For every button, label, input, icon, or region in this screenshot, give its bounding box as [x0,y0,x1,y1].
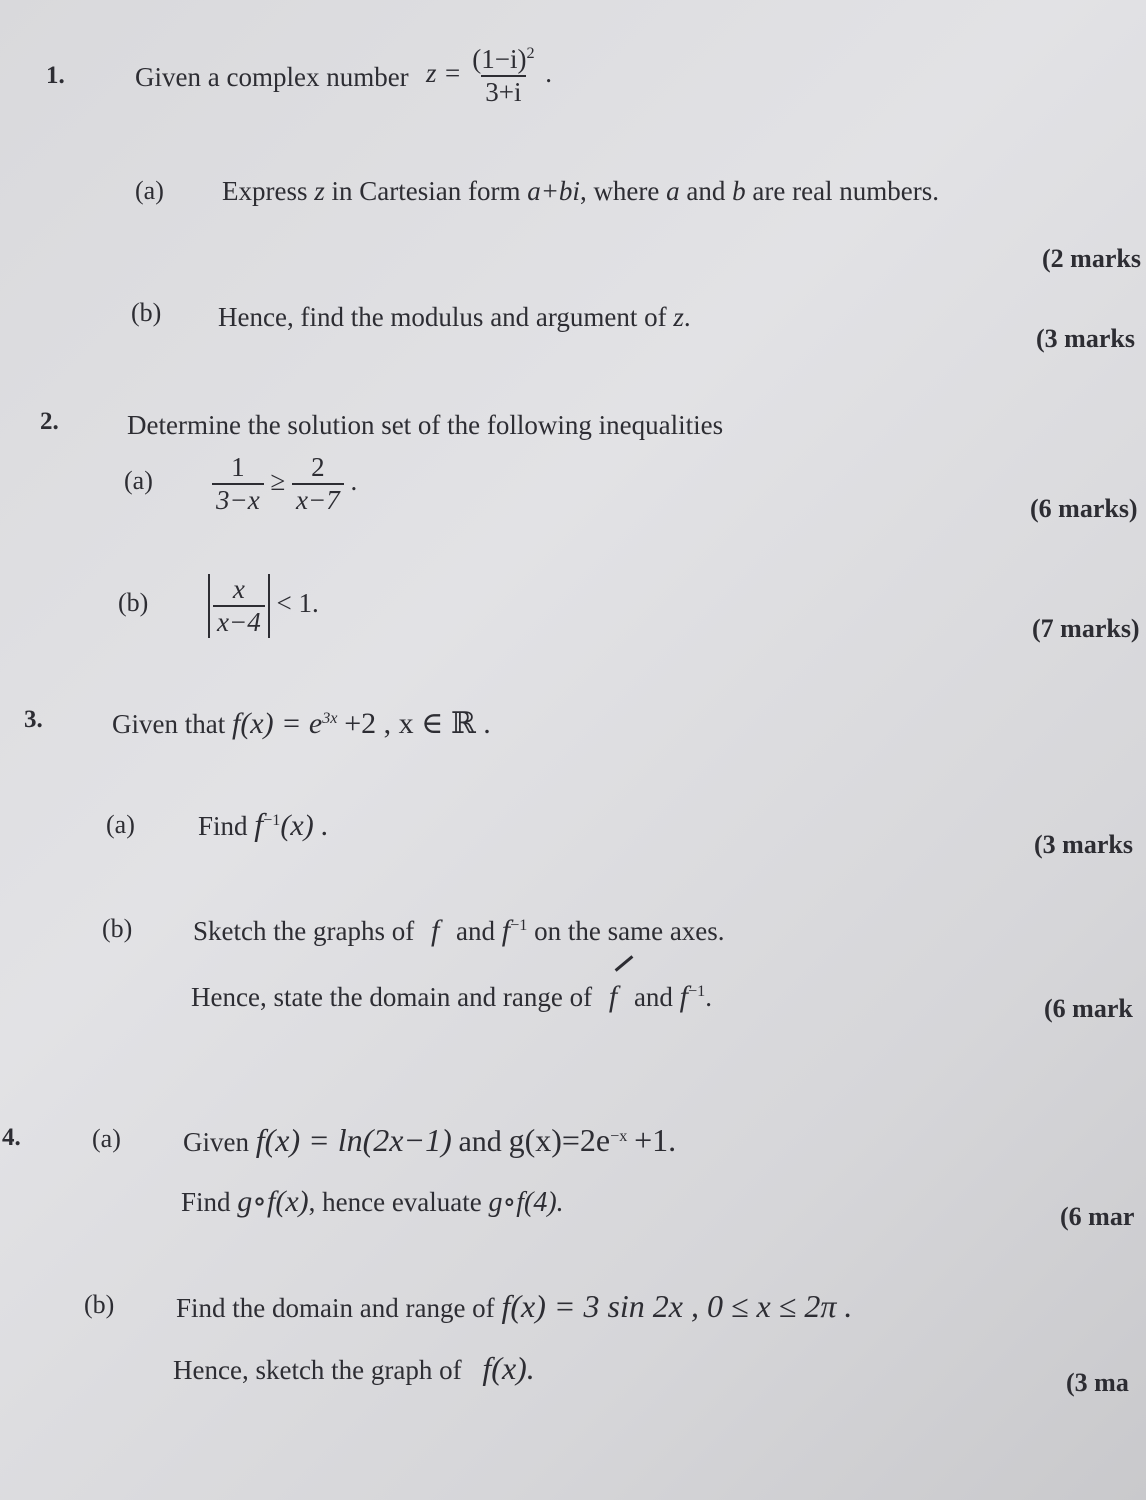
q3b-finv2-exponent: −1 [688,982,706,1000]
q3b-sketch: Sketch the graphs of [193,916,415,946]
q4a-line2 [181,1184,564,1219]
q3b-finv-exponent: −1 [510,916,528,934]
q3b-marks: (6 mark [1044,994,1133,1023]
q1a-b: b [732,176,746,206]
q1a-z: z [314,176,325,206]
q3b-line2 [191,980,712,1014]
q3b-finv: f [501,914,511,947]
q1a-a: a [666,176,680,206]
q2b-absolute-value [208,574,270,638]
q4b-find: Find the domain and range of [176,1293,495,1323]
q4a-f: f(x) = ln(2x−1) [255,1122,452,1158]
q4a-label: (a) [92,1124,121,1153]
q3b-f: f [430,914,440,947]
question-2-intro: Determine the solution set of the following inequalities [127,410,724,440]
question-3-intro [112,706,491,741]
q3b-f2: f [608,980,618,1013]
q4a-hence: , hence evaluate [308,1187,482,1217]
q4a-and: and [458,1125,502,1158]
q1a-real: are real numbers. [752,176,940,206]
q4b-marks: (3 ma [1066,1368,1129,1397]
z-lhs: z = [426,58,462,89]
q1b-hence: Hence, find the modulus and argument of [218,302,667,332]
q2a-den1: 3−x [212,483,264,516]
q2a-fraction-1 [212,452,264,516]
q4a-g-rest: +1. [634,1122,677,1158]
q3-domain: +2 , x ∈ ℝ . [344,707,491,740]
q2b-num: x [232,574,245,604]
q4b-f2: f(x). [482,1350,535,1386]
q1a-express: Express [222,176,308,206]
q1b-marks: (3 marks [1036,324,1135,353]
q1a-marks: (2 marks [1042,244,1141,273]
q4a-marks: (6 mar [1060,1202,1135,1231]
z-end: . [545,58,553,89]
question-1-expression [426,44,552,108]
q3-exponent: 3x [322,709,338,727]
question-1-number: 1. [46,62,65,89]
q2a-num2: 2 [311,452,325,482]
q2a-operator: ≥ [270,466,286,497]
q3b-and: and [456,916,496,946]
question-1-intro: Given a complex number [135,62,409,92]
q4a-g: g(x)=2e [508,1122,611,1158]
q1a-text [222,176,939,207]
z-numerator-exponent: 2 [526,44,535,62]
q3a-label: (a) [106,810,135,839]
q4a-find: Find [181,1187,231,1217]
q3b-end: . [705,982,712,1012]
q3a-arg: (x) . [280,809,329,842]
q4a-given: Given [183,1127,249,1157]
q1a-and: and [686,176,726,206]
q1a-where: , where [579,176,660,206]
tick-mark [615,955,634,971]
q2a-inequality [212,452,357,516]
q1a-form: a+bi [527,176,580,206]
q1b-text [218,302,691,333]
q3b-finv2: f [679,980,689,1013]
q3a-find: Find [198,811,248,841]
q1b-z: z [673,302,684,332]
q4b-f: f(x) = 3 sin 2x , 0 ≤ x ≤ 2π . [501,1288,853,1324]
q2a-label: (a) [124,466,153,495]
q3a-f: f [254,806,264,842]
q2b-rhs: < 1. [276,588,319,619]
q4a-g-exponent: −x [610,1127,628,1145]
z-denominator: 3+i [481,75,525,108]
q2b-marks: (7 marks) [1032,614,1140,643]
q2b-den: x−4 [213,605,265,638]
q3a-exponent: −1 [263,811,281,829]
q3-function: f(x) = e [231,707,323,740]
q1b-end: . [683,302,691,332]
q3b-and2: and [633,982,673,1012]
q4a-line1 [183,1122,676,1159]
q2a-fraction-2 [292,452,344,516]
question-2-number: 2. [40,408,59,435]
q3a-marks: (3 marks [1034,830,1133,859]
q4a-gof: g∘f(x) [237,1185,309,1218]
q3-given: Given that [112,709,226,739]
q3a-text [198,806,329,843]
q2b-label: (b) [118,588,149,617]
q2a-marks: (6 marks) [1030,494,1138,523]
z-numerator: (1−i) [472,44,527,74]
q3b-line1 [193,914,725,948]
q4b-line1 [176,1288,852,1325]
q2a-num1: 1 [231,452,245,482]
q3b-label: (b) [102,914,133,943]
z-fraction [468,44,538,108]
q4b-line2 [173,1350,535,1387]
q3b-axes: on the same axes. [534,916,725,946]
q4b-label: (b) [84,1290,115,1319]
q3b-hence: Hence, state the domain and range of [191,982,593,1012]
q1a-label: (a) [135,176,164,205]
question-3-number: 3. [24,706,43,733]
q1a-cartesian: in Cartesian form [331,176,521,206]
q4a-gof4: g∘f(4). [488,1187,564,1218]
q2a-den2: x−7 [292,483,344,516]
question-4-number: 4. [2,1124,21,1151]
q2b-inequality [208,574,319,638]
q1b-label: (b) [131,298,162,327]
q2b-fraction [213,574,265,638]
q2a-end: . [350,466,358,497]
q4b-hence: Hence, sketch the graph of [173,1355,462,1385]
